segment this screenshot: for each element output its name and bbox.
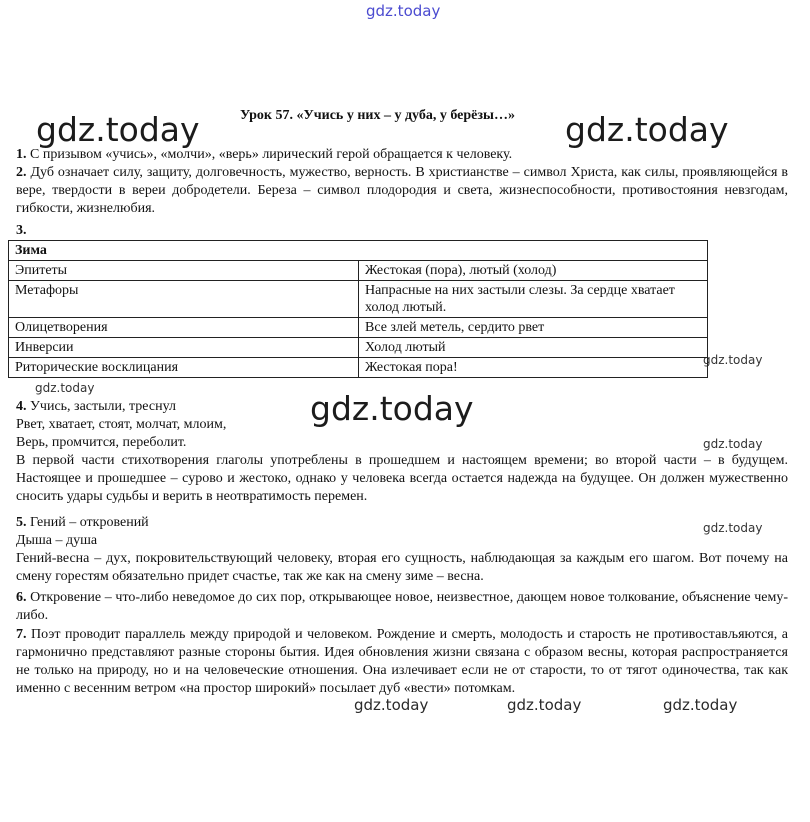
answer-text: Поэт проводит параллель между природой и человеком. Рождение и смерть, молодость и старость не противостављяются, а гармонично представляют разные стороны бытия. Идея обновления жизни связана с образом весны, которая распространяется не только на природу, но и на человеческие отношения. Она излечивает если не от старости, то от тягот одиночества, так как именно с весенним ветром «на простор широкий» посылает дуб «вести» потомкам. — [16, 627, 788, 696]
table-row — [9, 358, 708, 378]
answer-number: 5. — [16, 515, 27, 530]
table-cell-label: Эпитеты — [9, 261, 359, 281]
watermark-small: gdz.today — [703, 353, 763, 367]
answer-7 — [16, 626, 788, 698]
answer-4 — [16, 398, 788, 506]
answer-5 — [16, 514, 788, 586]
table-row — [9, 338, 708, 358]
table-header-row — [9, 241, 708, 261]
table-cell-value: Холод лютый — [359, 338, 708, 358]
watermark-small: gdz.today — [703, 521, 763, 535]
table-cell-label: Олицетворения — [9, 318, 359, 338]
answer-text: Гений-весна – дух, покровительствующий человеку, вторая его сущность, наблюдающая за каждым его шагом. Вот почему на смену горестям обязательно придет счастье, так же как на смену зиме – весна. — [16, 551, 788, 584]
verb-list-2: Рвет, хватает, стоят, молчат, млоим, — [16, 417, 227, 432]
answer-1 — [16, 146, 788, 164]
answer-text: Дуб означает силу, защиту, долговечность, мужество, верность. В христианстве – символ Христа, как силы, проявляющейся в вере, твердости в вереи добродетели. Береза – символ плодородия и света, жизнеспособности, противостояния невзгодам, гибкости, жизнелюбия. — [16, 165, 789, 216]
answer-number: 4. — [16, 399, 27, 414]
answer-number: 6. — [16, 590, 27, 605]
answer-6 — [16, 589, 788, 625]
winter-devices-table — [8, 240, 708, 378]
answer-3 — [16, 222, 788, 240]
answer-text: Откровение – что-либо неведомое до сих пор, открывающее новое, неизвестное, дающем новое толкование, объяснение чему-либо. — [16, 590, 788, 623]
table-cell-label: Риторические восклицания — [9, 358, 359, 378]
watermark-large-left: gdz.today — [36, 110, 200, 149]
answer-text: С призывом «учись», «молчи», «верь» лирический герой обращается к человеку. — [30, 147, 513, 162]
answer-number: 2. — [16, 165, 27, 180]
watermark-large-right: gdz.today — [565, 110, 729, 149]
lesson-title: Урок 57. «Учись у них – у дуба, у берёзы…» — [240, 108, 515, 123]
table-cell-value: Жестокая (пора), лютый (холод) — [359, 261, 708, 281]
watermark-small: gdz.today — [35, 381, 95, 395]
watermark-bottom: gdz.today — [507, 696, 582, 714]
answer-line — [16, 398, 788, 416]
table-row — [9, 281, 708, 318]
answer-number: 7. — [16, 627, 27, 642]
rhyme-pair-1: Гений – откровений — [30, 515, 149, 530]
table-cell-label: Инверсии — [9, 338, 359, 358]
verb-list-1: Учись, застыли, треснул — [30, 399, 176, 414]
watermark-large-center: gdz.today — [310, 389, 474, 428]
answer-number: 1. — [16, 147, 27, 162]
watermark-bottom: gdz.today — [663, 696, 738, 714]
answer-text: В первой части стихотворения глаголы употреблены в прошедшем и настоящем времени; во второй части – в будущем. Настоящее и прошедшее – сурово и жестоко, однако у человека всегда остается надежда на будущее. Он должен мужественно сносить удары судьбы и верить в неотвратимость перемен. — [16, 453, 788, 504]
watermark-top: gdz.today — [366, 2, 441, 20]
table-cell-value: Все злей метель, сердито рвет — [359, 318, 708, 338]
table-row — [9, 318, 708, 338]
table-cell-label: Метафоры — [9, 281, 359, 318]
verb-list-3: Верь, промчится, переболит. — [16, 435, 187, 450]
answer-number: 3. — [16, 223, 27, 238]
table-header-cell: Зима — [9, 241, 708, 261]
table-cell-value: Жестокая пора! — [359, 358, 708, 378]
answer-line — [16, 514, 788, 535]
table-row — [9, 261, 708, 281]
answer-2 — [16, 164, 788, 218]
watermark-bottom: gdz.today — [354, 696, 429, 714]
rhyme-pair-2: Дыша – душа — [16, 533, 98, 548]
table-cell-value: Напрасные на них застыли слезы. За сердце хватает холод лютый. — [359, 281, 708, 318]
watermark-small: gdz.today — [703, 437, 763, 451]
